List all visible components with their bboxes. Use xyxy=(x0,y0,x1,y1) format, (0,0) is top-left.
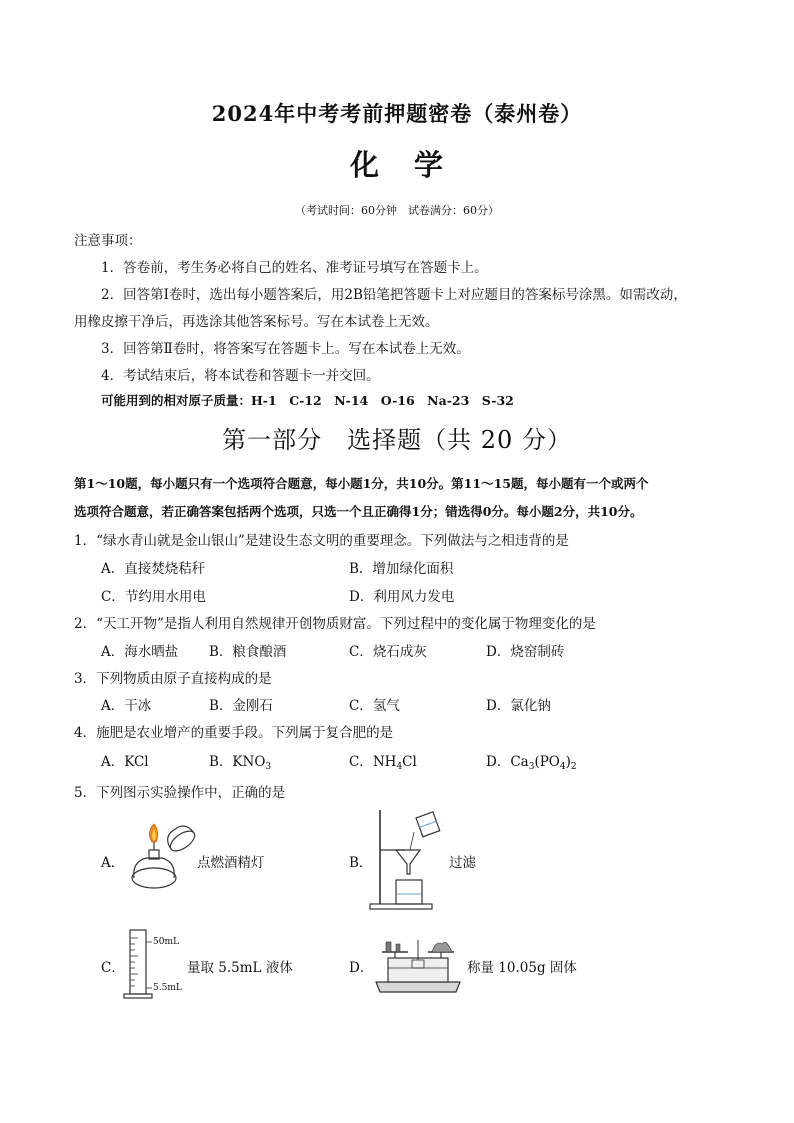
section-title: 第一部分 选择题（共 20 分） xyxy=(222,426,572,454)
balance-illustration xyxy=(372,932,464,996)
question-4-stem: 4．施肥是农业增产的重要手段。下列属于复合肥的是 xyxy=(74,725,394,741)
cylinder-mark-5-5ml: 5.5mL xyxy=(153,983,182,993)
question-3-option-a: A．干冰 xyxy=(101,698,152,714)
question-5-stem: 5．下列图示实验操作中，正确的是 xyxy=(74,785,286,801)
option-label: D． xyxy=(486,754,511,770)
subject-char-1: 化 xyxy=(349,148,380,182)
question-1-stem: 1．“绿水青山就是金山银山”是建设生态文明的重要理念。下列做法与之相违背的是 xyxy=(74,533,569,549)
formula-kno3: $KNO_3$ xyxy=(232,754,272,772)
formula-nh4cl: $NH_4Cl$ xyxy=(372,754,417,772)
question-5-option-c-caption: 量取 5.5mL 液体 xyxy=(187,960,293,976)
notes-item-2: 2．回答第Ⅰ卷时，选出每小题答案后，用2B铅笔把答题卡上对应题目的答案标号涂黑。如需改动， xyxy=(101,287,687,303)
subject-heading xyxy=(0,143,794,184)
notes-heading: 注意事项： xyxy=(74,233,142,249)
notes-item-3: 3．回答第Ⅱ卷时，将答案写在答题卡上。写在本试卷上无效。 xyxy=(101,341,470,357)
question-3-option-c: C．氢气 xyxy=(349,698,400,714)
question-3-stem: 3．下列物质由原子直接构成的是 xyxy=(74,671,272,687)
question-4-option-b xyxy=(209,750,271,772)
question-5-option-b-caption: 过滤 xyxy=(449,855,476,871)
question-4-option-d xyxy=(486,750,577,772)
section-intro-1: 第1～10题，每小题只有一个选项符合题意，每小题1分，共10分。第11～15题，每小题有一个或两个 xyxy=(74,476,649,491)
question-5-option-d-caption: 称量 10.05g 固体 xyxy=(467,960,577,976)
question-5-option-b-label: B． xyxy=(349,855,373,871)
section-intro-2: 选项符合题意，若正确答案包括两个选项，只选一个且正确得1分；错选得0分。每小题2分，共10分。 xyxy=(74,504,643,519)
cylinder-mark-50ml: 50mL xyxy=(153,937,179,947)
question-2-option-a: A．海水晒盐 xyxy=(101,644,179,660)
question-3-option-b: B．金刚石 xyxy=(209,698,273,714)
subject-char-2: 学 xyxy=(414,148,445,182)
question-4-option-c xyxy=(349,750,417,772)
question-5-option-d-label: D． xyxy=(349,960,374,976)
option-label: C． xyxy=(349,754,373,770)
question-2-stem: 2．“天工开物”是指人利用自然规律开创物质财富。下列过程中的变化属于物理变化的是 xyxy=(74,616,596,632)
question-1-option-a: A．直接焚烧秸秆 xyxy=(101,561,206,577)
filtration-illustration xyxy=(370,810,450,910)
option-label: B． xyxy=(209,754,233,770)
formula-ca3po42: $Ca_3(PO_4)_2$ xyxy=(510,754,577,772)
question-1-option-b: B．增加绿化面积 xyxy=(349,561,454,577)
question-5-option-a-caption: 点燃酒精灯 xyxy=(197,855,265,871)
notes-item-2-cont: 用橡皮擦干净后，再选涂其他答案标号。写在本试卷上无效。 xyxy=(74,314,439,330)
notes-item-1: 1．答卷前，考生务必将自己的姓名、准考证号填写在答题卡上。 xyxy=(101,260,488,276)
atomic-masses: 可能用到的相对原子质量：H-1 C-12 N-14 O-16 Na-23 S-32 xyxy=(101,393,514,408)
alcohol-lamp-illustration xyxy=(124,822,198,894)
question-2-option-c: C．烧石成灰 xyxy=(349,644,427,660)
option-label: A． xyxy=(101,754,125,770)
question-2-option-b: B．粮食酿酒 xyxy=(209,644,287,660)
exam-info: （考试时间：60分钟 试卷满分：60分） xyxy=(295,204,499,217)
question-2-option-d: D．烧窑制砖 xyxy=(486,644,565,660)
question-1-option-c: C．节约用水用电 xyxy=(101,589,206,605)
question-5-option-a-label: A． xyxy=(101,855,125,871)
exam-title: 2024年中考考前押题密卷（泰州卷） xyxy=(211,101,583,126)
question-1-option-d: D．利用风力发电 xyxy=(349,589,455,605)
question-5-option-c-label: C． xyxy=(101,960,125,976)
notes-item-4: 4．考试结束后，将本试卷和答题卡一并交回。 xyxy=(101,368,380,384)
question-3-option-d: D．氯化钠 xyxy=(486,698,551,714)
question-4-option-a xyxy=(101,750,149,770)
formula-kcl: KCl xyxy=(124,754,149,770)
